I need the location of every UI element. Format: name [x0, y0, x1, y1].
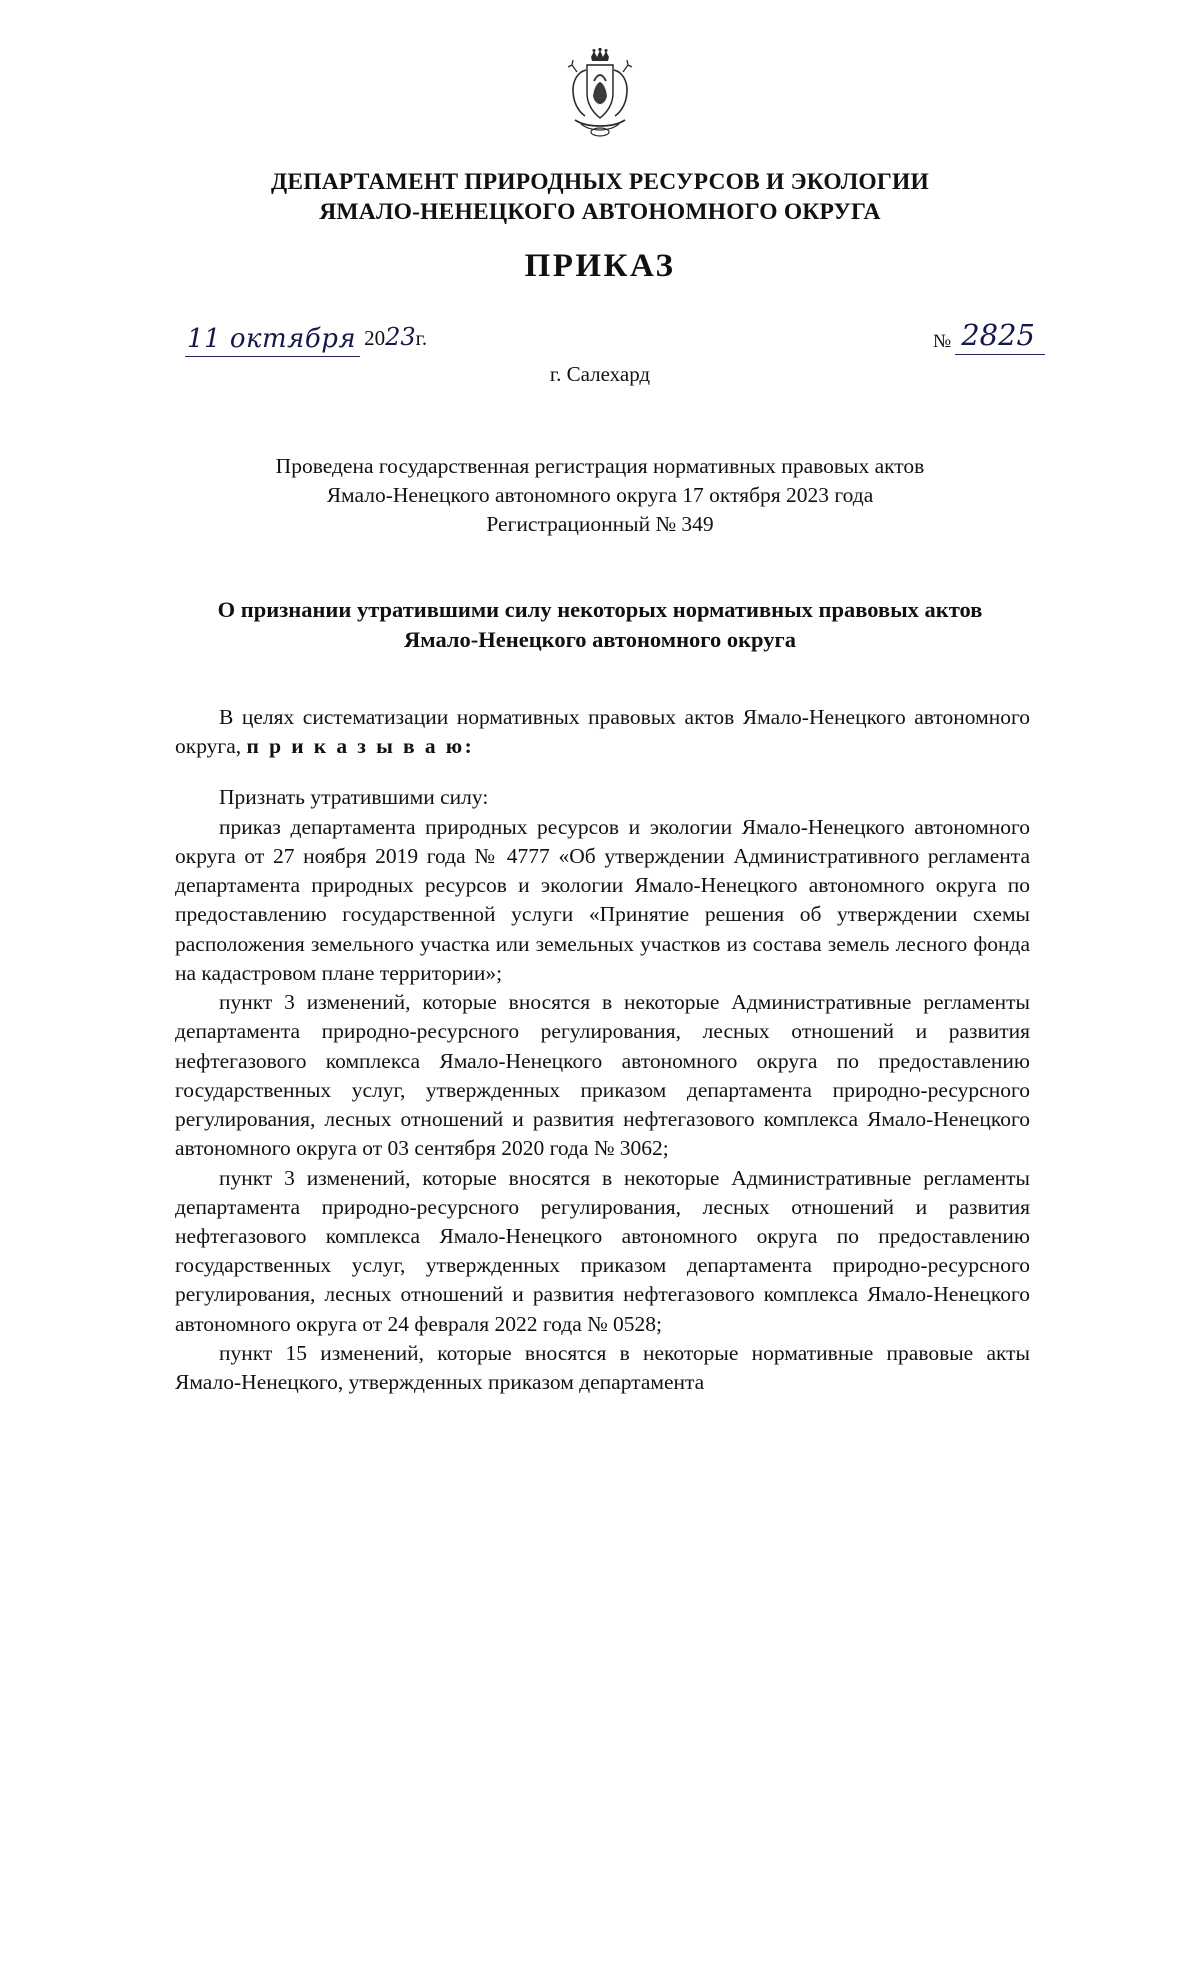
registration-line2: Ямало-Ненецкого автономного округа 17 октября 2023 года	[326, 482, 874, 507]
organization-title-line1: ДЕПАРТАМЕНТ ПРИРОДНЫХ РЕСУРСОВ И ЭКОЛОГИИ	[270, 169, 930, 195]
document-body	[175, 703, 1030, 1397]
number-handwritten-value: 2825	[955, 318, 1045, 355]
date-year-handwritten: 23	[385, 323, 416, 351]
emblem-container	[0, 48, 1200, 145]
date-year	[364, 323, 428, 351]
document-city: г. Салехард	[549, 362, 651, 386]
body-item-2: пункт 3 изменений, которые вносятся в некоторые Административные регламенты департамента природно-ресурсного регулирования, лесных отношений и развития нефтегазового комплекса Ямало-Ненецкого автономного округа по предоставлению государственных услуг, утвержденных приказом департамента природно-ресурсного регулирования, лесных отношений и развития нефтегазового комплекса Ямало-Ненецкого автономного округа от 03 сентября 2020 года № 3062;	[175, 990, 1030, 1161]
paragraph-gap	[175, 761, 1030, 783]
registration-line1: Проведена государственная регистрация нормативных правовых актов	[275, 454, 925, 478]
registration-line3: Регистрационный № 349	[486, 511, 714, 536]
date-year-suffix: г.	[415, 326, 428, 350]
date-handwritten-value: 11 октября	[185, 324, 360, 357]
page-title	[150, 595, 1050, 655]
organization-title	[170, 168, 1030, 227]
body-item-4: пункт 15 изменений, которые вносятся в некоторые нормативные правовые акты Ямало-Ненецкого, утвержденных приказом департамента	[175, 1340, 1030, 1395]
document-date	[185, 322, 427, 352]
number-label: №	[933, 331, 952, 352]
date-year-prefix: 20	[364, 326, 386, 350]
page-title-line1: О признании утратившими силу некоторых нормативных правовых актов	[217, 597, 983, 622]
body-item-1: приказ департамента природных ресурсов и экологии Ямало-Ненецкого автономного округа от 27 ноября 2019 года № 4777 «Об утверждении Административного регламента департамента природных ресурсов и экологии Ямало-Ненецкого автономного округа по предоставлению государственной услуги «Принятие решения об утверждении схемы расположения земельного участка или земельных участков из состава земель лесного фонда на кадастровом плане территории»;	[175, 814, 1030, 985]
registration-block	[180, 452, 1020, 538]
order-word: п р и к а з ы в а ю:	[246, 734, 475, 759]
organization-title-line2: ЯМАЛО-НЕНЕЦКОГО АВТОНОМНОГО ОКРУГА	[319, 198, 881, 225]
document-kind: ПРИКАЗ	[524, 248, 676, 284]
preamble-paragraph	[175, 703, 1030, 761]
coat-of-arms-yamal-icon	[563, 48, 637, 140]
preamble-text: В целях систематизации нормативных правовых актов Ямало-Ненецкого автономного округа,	[175, 705, 1030, 759]
page-title-line2: Ямало-Ненецкого автономного округа	[404, 626, 796, 652]
document-number	[933, 318, 1045, 352]
body-item-3: пункт 3 изменений, которые вносятся в некоторые Административные регламенты департамента природно-ресурсного регулирования, лесных отношений и развития нефтегазового комплекса Ямало-Ненецкого автономного округа по предоставлению государственных услуг, утвержденных приказом департамента природно-ресурсного регулирования, лесных отношений и развития нефтегазового комплекса Ямало-Ненецкого автономного округа от 24 февраля 2022 года № 0528;	[175, 1165, 1030, 1336]
body-intro: Признать утратившими силу:	[219, 785, 489, 810]
